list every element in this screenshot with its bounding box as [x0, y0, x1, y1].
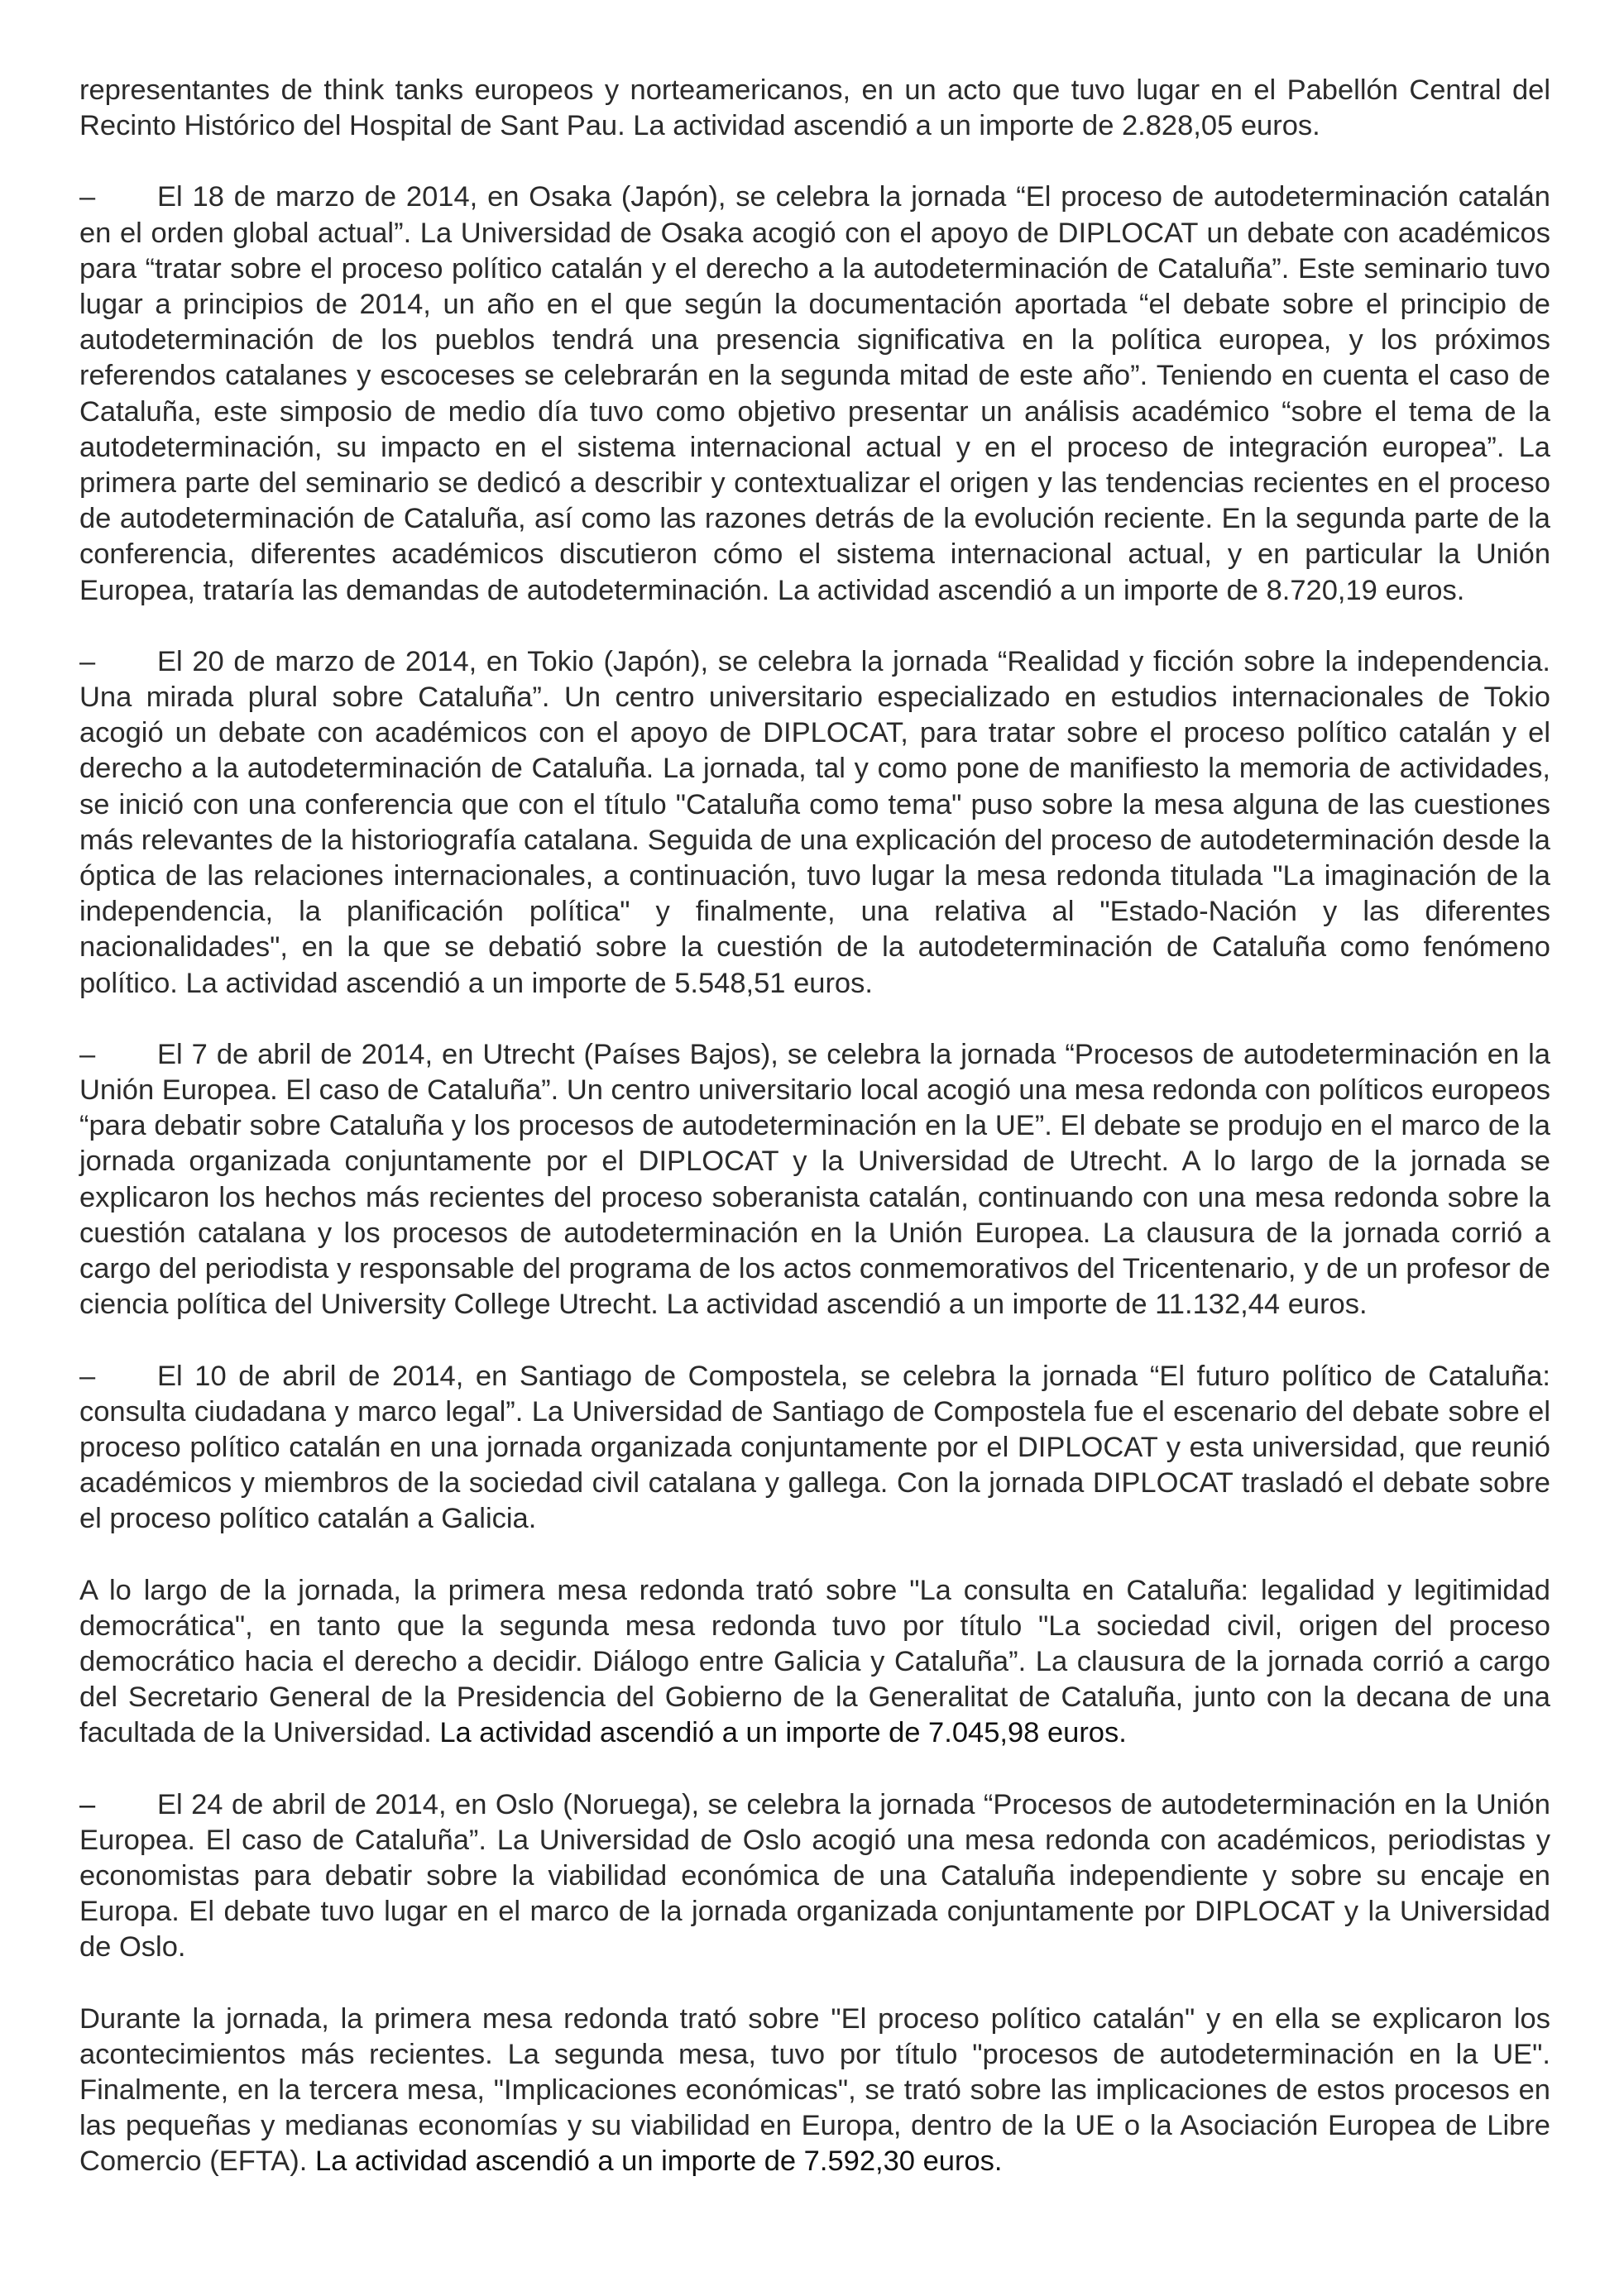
document-page	[79, 73, 1550, 2216]
paragraph-santiago-detalle	[79, 1573, 1550, 1752]
paragraph-text: A lo largo de la jornada, la primera mesa redonda trató sobre "La consulta en Cataluña: legalidad y legitimidad democrática", en tanto que la segunda mesa redonda tuvo por título "La sociedad civil, origen del proceso democrático hacia el derecho a decidir. Diálogo entre Galicia y Cataluña”. La clausura de la jornada corrió a cargo del Secretario General de la Presidencia del Gobierno de la Generalitat de Cataluña, junto con la decana de una facultada de la Universidad.	[79, 1574, 1550, 1749]
paragraph-text: El 20 de marzo de 2014, en Tokio (Japón), se celebra la jornada “Realidad y ficción sobre la independencia. Una mirada plural sobre Cataluña”. Un centro universitario especializado en estudios internacionales de Tokio acogió un debate con académicos con el apoyo de DIPLOCAT, para tratar sobre el proceso político catalán y el derecho a la autodeterminación de Cataluña. La jornada, tal y como pone de manifiesto la memoria de actividades, se inició con una conferencia que con el título "Cataluña como tema" puso sobre la mesa alguna de las cuestiones más relevantes de la historiografía catalana. Seguida de una explicación del proceso de autodeterminación desde la óptica de las relaciones internacionales, a continuación, tuvo lugar la mesa redonda titulada "La imaginación de la independencia, la planificación política" y finalmente, una relativa al "Estado-Nación y las diferentes nacionalidades", en la que se debatió sobre la cuestión de la autodeterminación de Cataluña como fenómeno político. La actividad ascendió a un importe de 5.548,51 euros.	[79, 645, 1550, 999]
paragraph-oslo	[79, 1787, 1550, 1966]
paragraph-santiago	[79, 1359, 1550, 1538]
paragraph-amount: La actividad ascendió a un importe de 7.592,30 euros.	[307, 2145, 1003, 2178]
paragraph-text: El 10 de abril de 2014, en Santiago de Compostela, se celebra la jornada “El futuro político de Cataluña: consulta ciudadana y marco legal”. La Universidad de Santiago de Compostela fue el escenario del debate sobre el proceso político catalán en una jornada organizada conjuntamente por el DIPLOCAT y esta universidad, que reunió académicos y miembros de la sociedad civil catalana y gallega. Con la jornada DIPLOCAT trasladó el debate sobre el proceso político catalán a Galicia.	[79, 1360, 1550, 1535]
dash-bullet: –	[79, 181, 96, 213]
paragraph-text: El 7 de abril de 2014, en Utrecht (Países Bajos), se celebra la jornada “Procesos de autodeterminación en la Unión Europea. El caso de Cataluña”. Un centro universitario local acogió una mesa redonda con políticos europeos “para debatir sobre Cataluña y los procesos de autodeterminación en la UE”. El debate se produjo en el marco de la jornada organizada conjuntamente por el DIPLOCAT y la Universidad de Utrecht. A lo largo de la jornada se explicaron los hechos más recientes del proceso soberanista catalán, continuando con una mesa redonda sobre la cuestión catalana y los procesos de autodeterminación en la Unión Europea. La clausura de la jornada corrió a cargo del periodista y responsable del programa de los actos conmemorativos del Tricentenario, y de un profesor de ciencia política del University College Utrecht. La actividad ascendió a un importe de 11.132,44 euros.	[79, 1038, 1550, 1321]
dash-bullet: –	[79, 645, 96, 677]
paragraph-text: El 24 de abril de 2014, en Oslo (Noruega), se celebra la jornada “Procesos de autodeterminación en la Unión Europea. El caso de Cataluña”. La Universidad de Oslo acogió una mesa redonda con académicos, periodistas y economistas para debatir sobre la viabilidad económica de una Cataluña independiente y sobre su encaje en Europa. El debate tuvo lugar en el marco de la jornada organizada conjuntamente por DIPLOCAT y la Universidad de Oslo.	[79, 1788, 1550, 1964]
paragraph-utrecht	[79, 1037, 1550, 1323]
dash-bullet: –	[79, 1038, 96, 1070]
dash-bullet: –	[79, 1788, 96, 1820]
paragraph-hospital-sant-pau	[79, 73, 1550, 144]
dash-bullet: –	[79, 1360, 96, 1392]
paragraph-tokio	[79, 644, 1550, 1002]
paragraph-text: Durante la jornada, la primera mesa redonda trató sobre "El proceso político catalán" y en ella se explicaron los acontecimientos más recientes. La segunda mesa, tuvo por título "procesos de autodeterminación en la UE". Finalmente, en la tercera mesa, "Implicaciones económicas", se trató sobre las implicaciones de estos procesos en las pequeñas y medianas economías y su viabilidad en Europa, dentro de la UE o la Asociación Europea de Libre Comercio (EFTA).	[79, 2002, 1550, 2178]
paragraph-text: representantes de think tanks europeos y norteamericanos, en un acto que tuvo lugar en el Pabellón Central del Recinto Histórico del Hospital de Sant Pau. La actividad ascendió a un importe de 2.828,05 euros.	[79, 74, 1550, 142]
paragraph-osaka	[79, 179, 1550, 608]
paragraph-oslo-detalle	[79, 2002, 1550, 2180]
paragraph-amount: La actividad ascendió a un importe de 7.045,98 euros.	[431, 1717, 1127, 1749]
paragraph-text: El 18 de marzo de 2014, en Osaka (Japón), se celebra la jornada “El proceso de autodeterminación catalán en el orden global actual”. La Universidad de Osaka acogió con el apoyo de DIPLOCAT un debate con académicos para “tratar sobre el proceso político catalán y el derecho a la autodeterminación de Cataluña”. Este seminario tuvo lugar a principios de 2014, un año en el que según la documentación aportada “el debate sobre el principio de autodeterminación de los pueblos tendrá una presencia significativa en la política europea, y los próximos referendos catalanes y escoceses se celebrarán en la segunda mitad de este año”. Teniendo en cuenta el caso de Cataluña, este simposio de medio día tuvo como objetivo presentar un análisis académico “sobre el tema de la autodeterminación, su impacto en el sistema internacional actual y en el proceso de integración europea”. La primera parte del seminario se dedicó a describir y contextualizar el origen y las tendencias recientes en el proceso de autodeterminación de Cataluña, así como las razones detrás de la evolución reciente. En la segunda parte de la conferencia, diferentes académicos discutieron cómo el sistema internacional actual, y en particular la Unión Europea, trataría las demandas de autodeterminación. La actividad ascendió a un importe de 8.720,19 euros.	[79, 181, 1550, 606]
